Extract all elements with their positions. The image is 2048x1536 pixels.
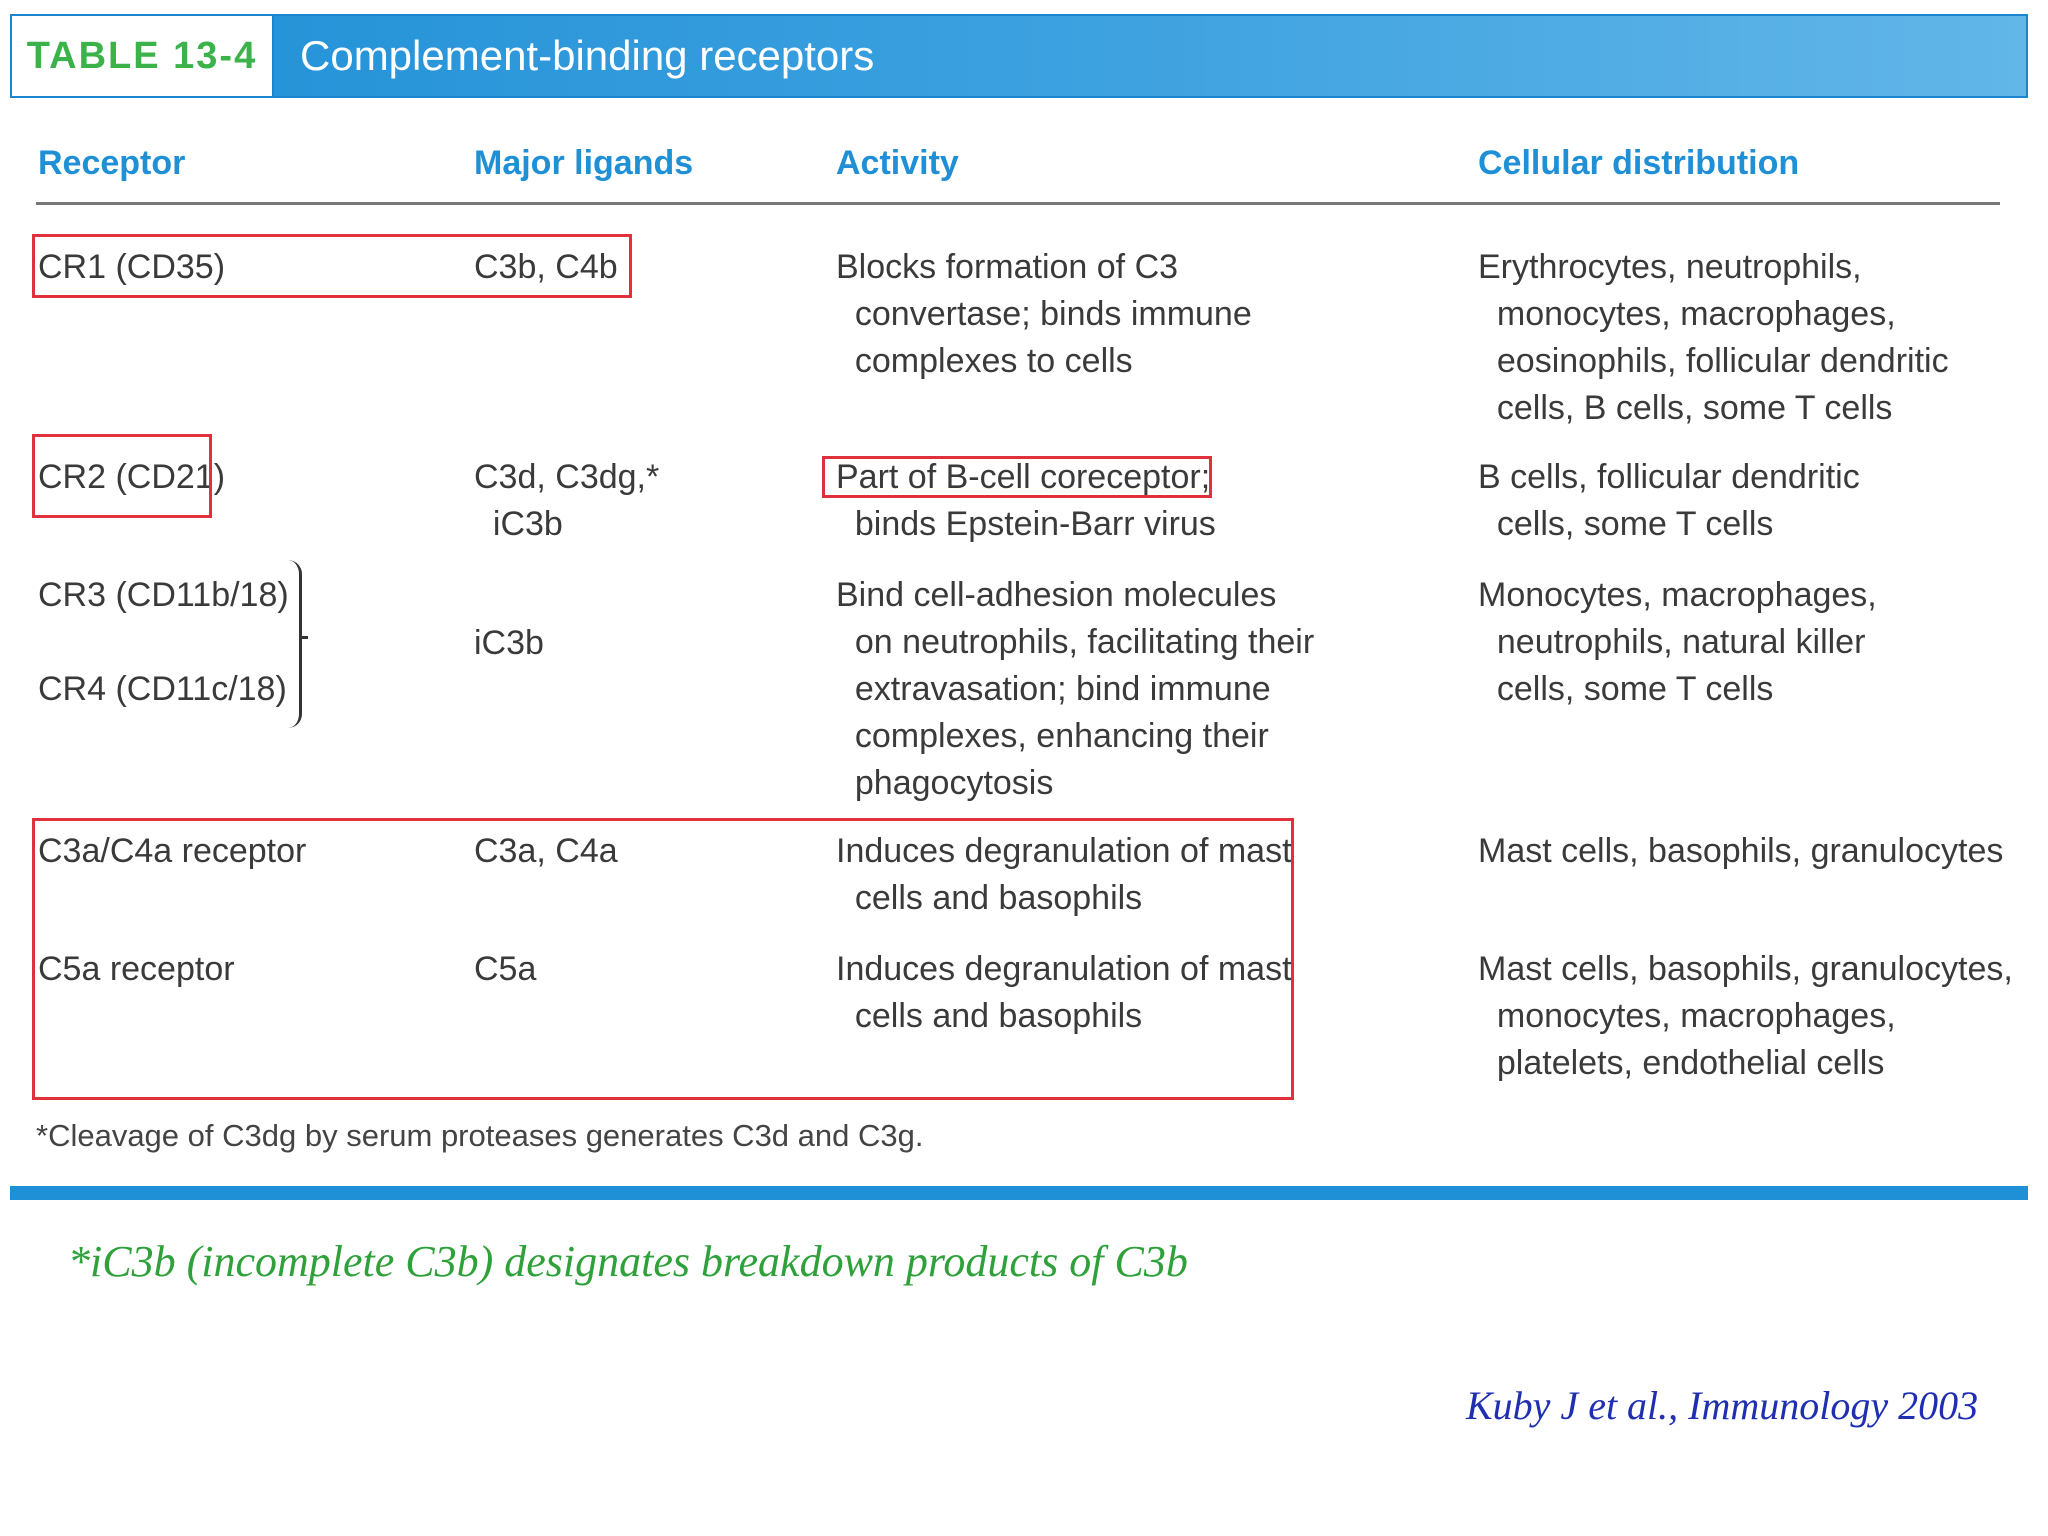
row1-receptor: CR1 (CD35) (38, 248, 226, 286)
grouping-brace-point (300, 636, 308, 639)
row3-receptor-cr4: CR4 (CD11c/18) (38, 670, 287, 708)
citation: Kuby J et al., Immunology 2003 (1466, 1383, 1979, 1428)
row3-ligands: iC3b (474, 624, 544, 662)
ic3b-note: *iC3b (incomplete C3b) designates breakdown products of C3b (68, 1237, 1188, 1286)
highlight-box-b-cell-coreceptor (822, 456, 1212, 498)
row1-ligands: C3b, C4b (474, 248, 618, 286)
header-divider (36, 202, 2000, 205)
row2-ligands: C3d, C3dg,* iC3b (474, 458, 660, 543)
row5-ligands: C5a (474, 950, 537, 988)
row2-receptor: CR2 (CD21) (38, 458, 226, 496)
row4-receptor: C3a/C4a receptor (38, 832, 307, 870)
table-title: Complement-binding receptors (300, 32, 875, 79)
header-receptor: Receptor (38, 144, 186, 182)
highlight-box-cr1 (32, 234, 632, 298)
table-number: TABLE 13-4 (12, 16, 274, 96)
table-title-bar (10, 14, 2028, 98)
row3-distribution: Monocytes, macrophages, neutrophils, natural killer cells, some T cells (1478, 576, 1877, 708)
table-footnote: *Cleavage of C3dg by serum proteases generates C3d and C3g. (36, 1118, 924, 1153)
row1-distribution: Erythrocytes, neutrophils, monocytes, macrophages, eosinophils, follicular dendritic cells, B cells, some T cells (1478, 248, 1949, 427)
header-ligands: Major ligands (474, 144, 694, 182)
row4-ligands: C3a, C4a (474, 832, 618, 870)
row4-distribution: Mast cells, basophils, granulocytes (1478, 832, 2004, 870)
highlight-box-cr2 (32, 434, 212, 518)
row5-activity: Induces degranulation of mast cells and basophils (836, 950, 1292, 1035)
header-activity: Activity (836, 144, 959, 182)
row3-activity: Bind cell-adhesion molecules on neutrophils, facilitating their extravasation; bind immune complexes, enhancing their phagocytosis (836, 576, 1315, 802)
row2-distribution: B cells, follicular dendritic cells, some T cells (1478, 458, 1860, 543)
grouping-brace (288, 560, 302, 728)
row5-distribution: Mast cells, basophils, granulocytes, monocytes, macrophages, platelets, endothelial cells (1478, 950, 2013, 1082)
row5-receptor: C5a receptor (38, 950, 235, 988)
row3-receptor-cr3: CR3 (CD11b/18) (38, 576, 289, 614)
highlight-box-anaphylatoxin-receptors (32, 818, 1294, 1100)
row4-activity: Induces degranulation of mast cells and basophils (836, 832, 1292, 917)
header-distribution: Cellular distribution (1478, 144, 1800, 182)
row2-activity: Part of B-cell coreceptor; binds Epstein-Barr virus (836, 458, 1216, 543)
row1-activity: Blocks formation of C3 convertase; binds immune complexes to cells (836, 248, 1252, 380)
table-bottom-bar (10, 1186, 2028, 1200)
